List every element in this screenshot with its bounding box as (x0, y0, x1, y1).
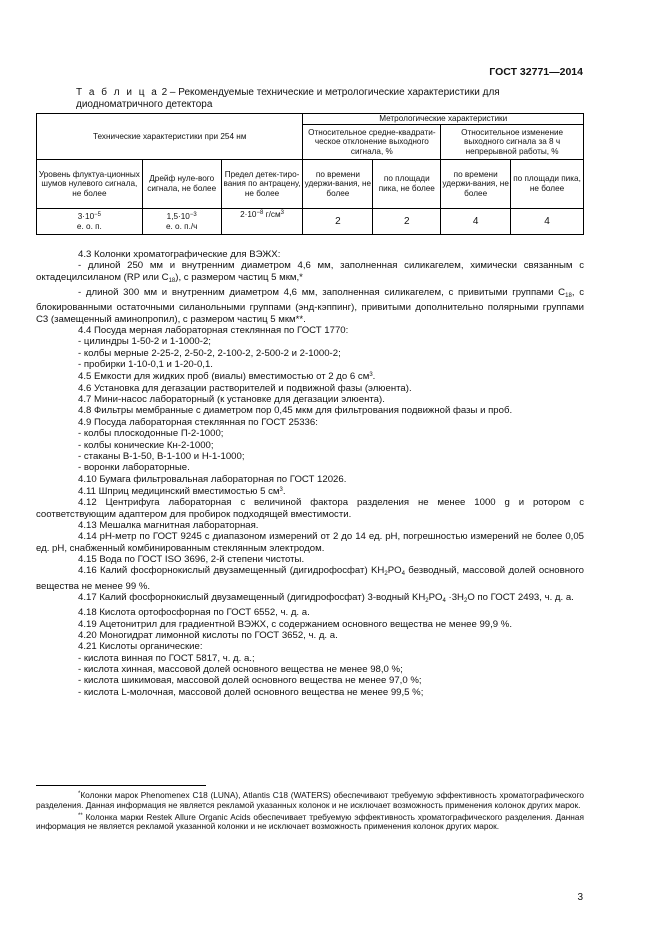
section-4-9: 4.9 Посуда лабораторная стеклянная по ГОСТ 25336: (78, 416, 318, 428)
value-retention-time-change: 4 (441, 209, 511, 235)
col-noise-level: Уровень флуктуа-ционных шумов нулевого сигнала, не более (37, 160, 143, 209)
list-item: - колбы конические Кн-2-1000; (78, 439, 214, 451)
page-number: 3 (577, 892, 583, 903)
drift-8h-group-header: Относительное изменение выходного сигнала за 8 ч непрерывной работы, % (441, 125, 584, 160)
table-caption-label: Т а б л и ц а (76, 87, 159, 98)
value-noise-level: $3\cdot 10^{-5}$ е. о. п. (37, 209, 143, 235)
list-item: - кислота хинная, массовой долей основного вещества не менее 98,0 %; (78, 664, 403, 676)
section-4-14: 4.14 рН-метр по ГОСТ 9245 с диапазоном измерений от 2 до 14 ед. рН, погрешностью измерений не более 0,05 ед. рН, снабженный комбинированным стеклянным электродом. (36, 531, 584, 554)
metro-characteristics-header: Метрологические характеристики (303, 114, 584, 125)
section-4-20: 4.20 Моногидрат лимонной кислоты по ГОСТ 3652, ч. д. а. (78, 630, 338, 641)
table-caption-number: 2 (161, 87, 168, 98)
footnote-1: *Колонки марок Phenomenex C18 (LUNA), Atlantis C18 (WATERS) обеспечивают требуемую эффективность хроматографического разделения. Данная информация не является рекламой указанных колонок и не исключает возможность применения колонок других марок. (36, 790, 584, 810)
list-item: - кислота шикимовая, массовой долей основного вещества не менее 97,0 %; (78, 675, 422, 687)
list-item: - кислота L-молочная, массовой долей основного вещества не менее 99,5 %; (78, 686, 424, 698)
document-body (36, 249, 584, 698)
list-item: - колбы плоскодонные П-2-1000; (78, 428, 224, 440)
list-item: - длиной 250 мм и внутренним диаметром 4,6 мм, заполненная силикагелем, химически связанным с октадецилсиланом (RP или $C_{18}$), с размером частиц 5 мкм,* (36, 260, 584, 284)
value-zero-drift: $1,5\cdot 10^{-3}$ е. о. п./ч (142, 209, 221, 235)
value-peak-area-change: 4 (511, 209, 584, 235)
section-4-6: 4.6 Установка для дегазации растворителей и подвижной фазы (элюента). (78, 382, 412, 394)
section-4-19: 4.19 Ацетонитрил для градиентной ВЭЖХ, с содержанием основного вещества не менее 99,9 %. (78, 618, 512, 630)
list-item: - воронки лабораторные. (78, 462, 190, 474)
tech-characteristics-header: Технические характеристики при 254 нм (37, 114, 303, 160)
list-item: - колбы мерные 2-25-2, 2-50-2, 2-100-2, 2-500-2 и 2-1000-2; (78, 347, 341, 359)
section-4-21: 4.21 Кислоты органические: (78, 641, 203, 653)
footnotes (36, 790, 584, 833)
col-peak-area-rsd: по площади пика, не более (373, 160, 441, 209)
value-detection-limit: $2\cdot 10^{-8}$ $г/см^3$ (221, 209, 303, 235)
section-4-4: 4.4 Посуда мерная лабораторная стеклянная по ГОСТ 1770: (78, 325, 349, 337)
section-4-5: 4.5 Емкости для жидких проб (виалы) вместимостью от 2 до 6 $см^3$. (78, 371, 376, 383)
col-peak-area-change: по площади пика, не более (511, 160, 584, 209)
section-4-15: 4.15 Вода по ГОСТ ISO 3696, 2-й степени чистоты. (78, 553, 305, 565)
table-caption (76, 87, 584, 110)
section-4-12: 4.12 Центрифуга лабораторная с величиной фактора разделения не менее 1000 g и ротором с соответствующим адаптером для пробирок подходящей вместимости. (36, 497, 584, 520)
table-caption-text: – Рекомендуемые технические и метрологические характеристики для диодноматричного детектора (76, 87, 500, 110)
col-detection-limit: Предел детек-тиро-вания по антрацену, не более (221, 160, 303, 209)
rsd-group-header: Относительное средне-квадрати-ческое отклонение выходного сигнала, % (303, 125, 441, 160)
footnote-divider (36, 785, 206, 786)
section-4-10: 4.10 Бумага фильтровальная лабораторная по ГОСТ 12026. (78, 473, 347, 485)
section-4-18: 4.18 Кислота ортофосфорная по ГОСТ 6552, ч. д. а. (78, 607, 310, 619)
list-item: - цилиндры 1-50-2 и 1-1000-2; (78, 336, 211, 348)
list-item: - длиной 300 мм и внутренним диаметром 4,6 мм, заполненная силикагелем, с привитыми группами $C_{18}$, с блокированными остаточными силанольными группами (энд-кэппинг), привитыми дополнительно полярными группами С3 (замещенный аминопропил), с размером частиц 5 мкм**. (36, 287, 584, 325)
section-4-8: 4.8 Фильтры мембранные с диаметром пор 0,45 мкм для фильтрования подвижной фазы и проб. (78, 405, 513, 417)
document-code-header: ГОСТ 32771—2014 (489, 66, 583, 78)
value-retention-time-rsd: 2 (303, 209, 373, 235)
section-4-3: 4.3 Колонки хроматографические для ВЭЖХ: (78, 249, 281, 260)
section-4-17: 4.17 Калий фосфорнокислый двузамещенный (дигидрофосфат) 3-водный $KH_2PO_4 \cdot 3H_2O$ по ГОСТ 2493, ч. д. а. (78, 591, 574, 604)
list-item: - кислота винная по ГОСТ 5817, ч. д. а.; (78, 652, 255, 664)
col-retention-time-change: по времени удержи-вания, не более (441, 160, 511, 209)
section-4-7: 4.7 Мини-насос лабораторный (к установке для дегазации элюента). (78, 394, 385, 406)
section-4-11: 4.11 Шприц медицинский вместимостью 5 $см^3$. (78, 485, 286, 497)
list-item: - стаканы В-1-50, В-1-100 и Н-1-1000; (78, 450, 245, 462)
detector-characteristics-table (36, 113, 584, 235)
section-4-16: 4.16 Калий фосфорнокислый двузамещенный (дигидрофосфат) $KH_2PO_4$ безводный, массовой долей основного вещества не менее 99 %. (36, 565, 585, 592)
list-item: - пробирки 1-10-0,1 и 1-20-0,1. (78, 359, 213, 371)
footnote-2: ** Колонка марки Restek Allure Organic Acids обеспечивает требуемую эффективность хроматографического разделения. Данная информация не является рекламой указанной колонки и не исключает возможность применения колонок других марок. (36, 811, 584, 832)
col-retention-time-rsd: по времени удержи-вания, не более (303, 160, 373, 209)
col-zero-drift: Дрейф нуле-вого сигнала, не более (142, 160, 221, 209)
section-4-13: 4.13 Мешалка магнитная лабораторная. (78, 519, 259, 531)
value-peak-area-rsd: 2 (373, 209, 441, 235)
